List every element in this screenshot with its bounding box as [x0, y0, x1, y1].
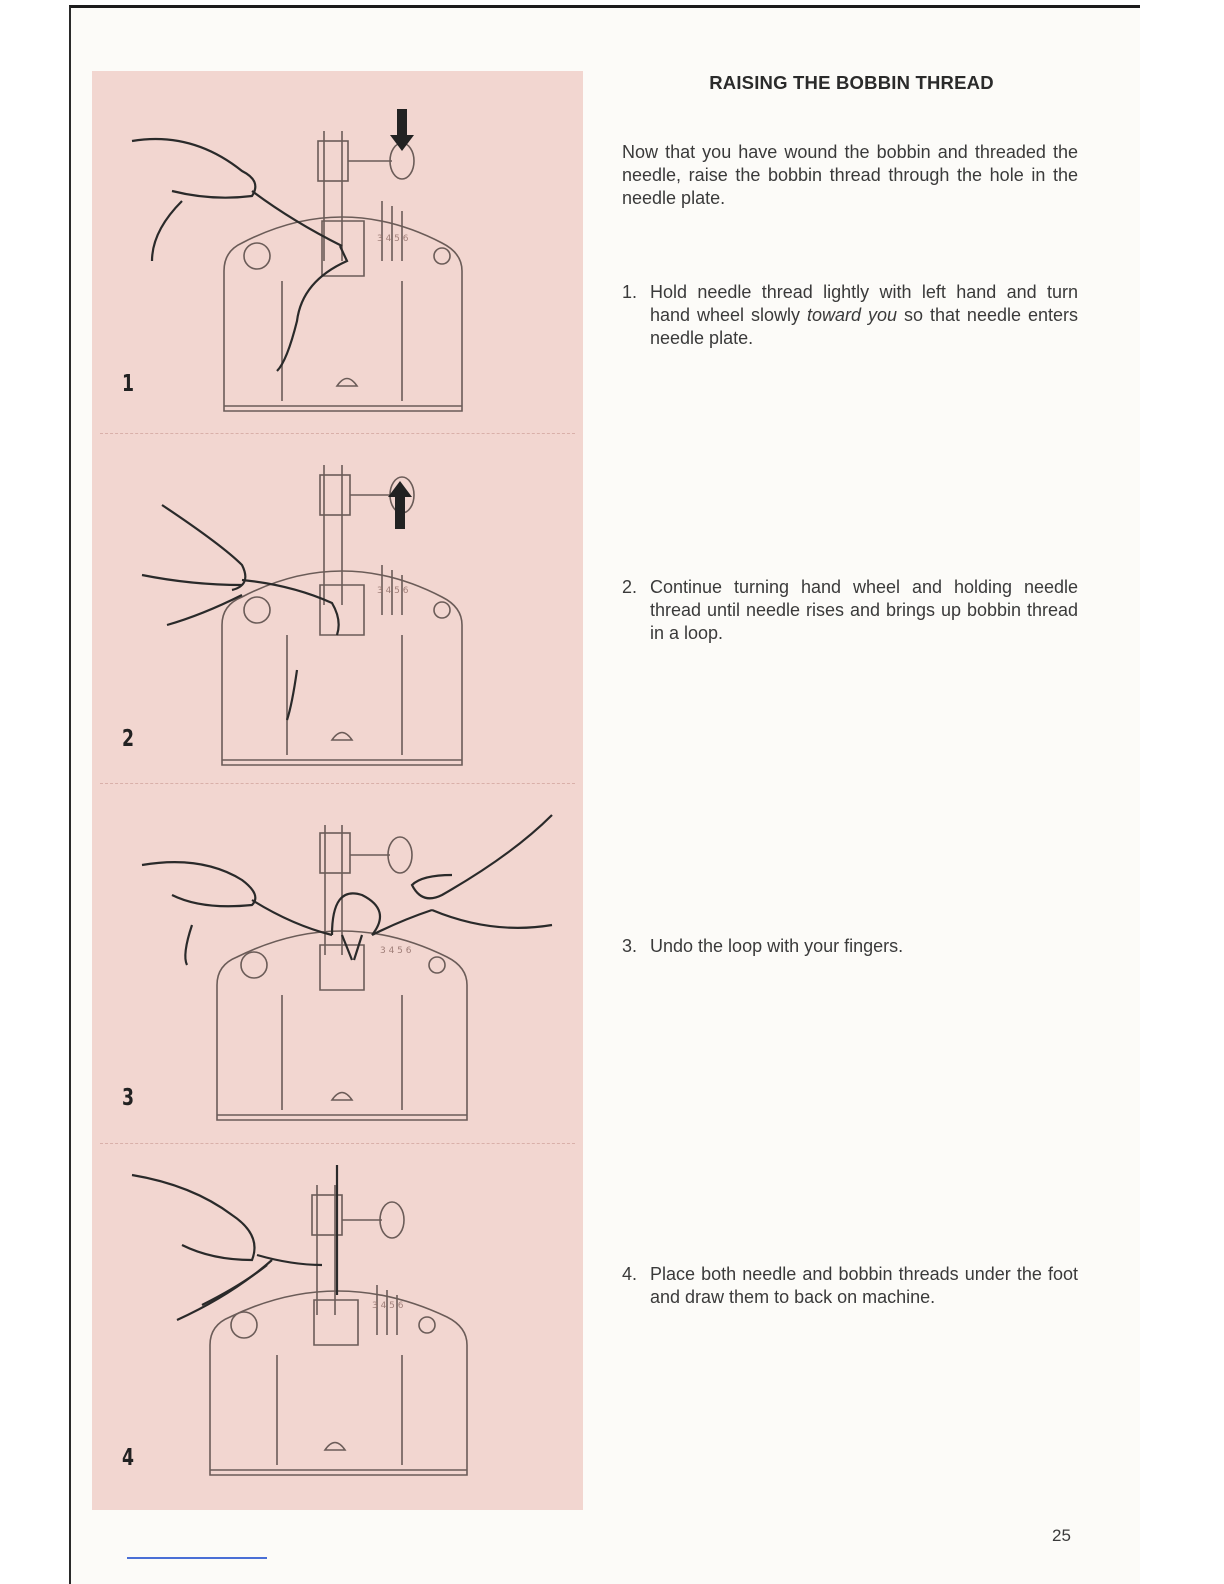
- figure-2: [92, 435, 583, 781]
- figure-4-drawing: [92, 1145, 583, 1510]
- divider: [100, 783, 575, 784]
- figure-3-label: 3: [122, 1085, 135, 1111]
- figure-3: [92, 785, 583, 1141]
- step-number: 4.: [622, 1264, 638, 1284]
- step-3: [622, 935, 1078, 958]
- step-4: [622, 1263, 1078, 1309]
- figure-4-scale: 3 4 5 6: [372, 1301, 404, 1311]
- step-number: 2.: [622, 577, 638, 597]
- figure-4: [92, 1145, 583, 1510]
- figure-1-drawing: [92, 71, 583, 431]
- footer-rule: [127, 1557, 267, 1559]
- figure-2-scale: 3 4 5 6: [377, 586, 409, 596]
- figure-1-label: 1: [122, 371, 135, 397]
- step-text: so that needle enters needle plate.: [650, 305, 1078, 348]
- divider: [100, 1143, 575, 1144]
- step-number: 3.: [622, 936, 638, 956]
- illustration-column: [92, 71, 583, 1510]
- arrow-down-icon: [390, 109, 414, 151]
- figure-3-scale: 3 4 5 6: [380, 946, 412, 956]
- step-text: Hold needle thread lightly with left hand and turn hand wheel slowly: [650, 282, 1078, 325]
- step-emphasis: toward you: [806, 305, 897, 325]
- figure-4-label: 4: [122, 1445, 135, 1471]
- figure-2-drawing: [92, 435, 583, 781]
- step-2: [622, 576, 1078, 645]
- step-text: Place both needle and bobbin threads under the foot and draw them to back on machine.: [650, 1264, 1078, 1307]
- page-title: RAISING THE BOBBIN THREAD: [709, 72, 994, 93]
- step-text: Undo the loop with your fingers.: [650, 936, 904, 956]
- page-number: 25: [1052, 1526, 1071, 1545]
- intro-paragraph: Now that you have wound the bobbin and threaded the needle, raise the bobbin thread through the hole in the needle plate.: [622, 142, 1078, 208]
- figure-1: [92, 71, 583, 431]
- step-1: [622, 281, 1078, 350]
- figure-1-scale: 3 4 5 6: [377, 234, 409, 244]
- figure-3-drawing: [92, 785, 583, 1141]
- divider: [100, 433, 575, 434]
- figure-2-label: 2: [122, 726, 135, 752]
- step-number: 1.: [622, 282, 638, 302]
- step-text: Continue turning hand wheel and holding needle thread until needle rises and brings up bobbin thread in a loop.: [650, 577, 1078, 643]
